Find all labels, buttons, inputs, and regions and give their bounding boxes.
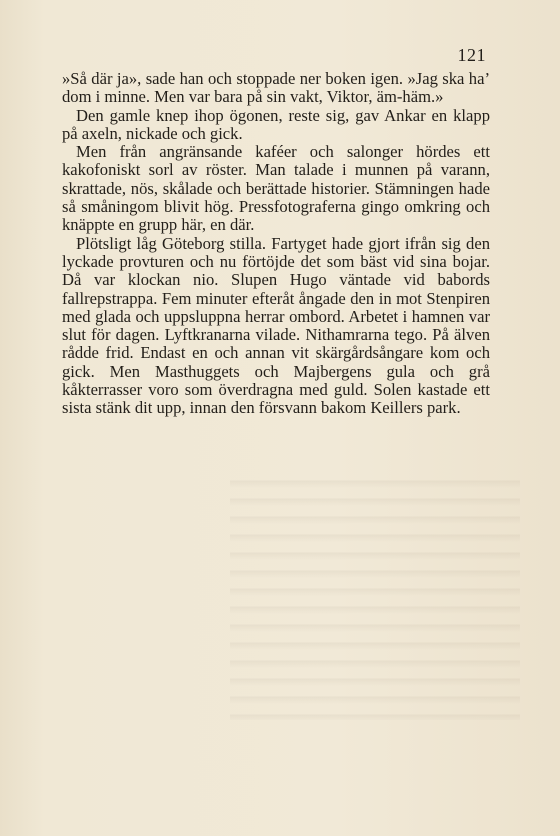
show-through-text [230,470,520,720]
paragraph-1: »Så där ja», sade han och stoppade ner boken igen. »Jag ska ha’ dom i minne. Men var bara på sin vakt, Viktor, äm-häm.» [62,69,490,107]
body-text [62,70,490,418]
paragraph-4: Plötsligt låg Göteborg stilla. Fartyget hade gjort ifrån sig den lyckade provturen och nu förtöjde det som bäst vid sina bojar. Då var klockan nio. Slupen Hugo väntade vid babords fallrepstrappa. Fem minuter efteråt ångade den in mot Stenpiren med glada och uppsluppna herrar ombord. Arbetet i hamnen var slut för dagen. Lyftkranarna vilade. Nithamrarna tego. På älven rådde frid. Endast en och annan vit skärgårdsångare kom och gick. Men Masthuggets och Majbergens gula och grå kåkterrasser voro som överdragna med guld. Solen kastade ett sista stänk dit upp, innan den försvann bakom Keillers park. [62,233,490,418]
paragraph-3: Men från angränsande kaféer och salonger hördes ett kakofoniskt sorl av röster. Man talade i munnen på varann, skrattade, nös, skålade och berättade historier. Stämningen hade så småningom blivit hög. Pressfotograferna gingo omkring och knäppte en grupp här, en där. [62,142,490,235]
paragraph-2: Den gamle knep ihop ögonen, reste sig, gav Ankar en klapp på axeln, nickade och gick. [62,105,490,143]
page-number: 121 [457,45,486,65]
